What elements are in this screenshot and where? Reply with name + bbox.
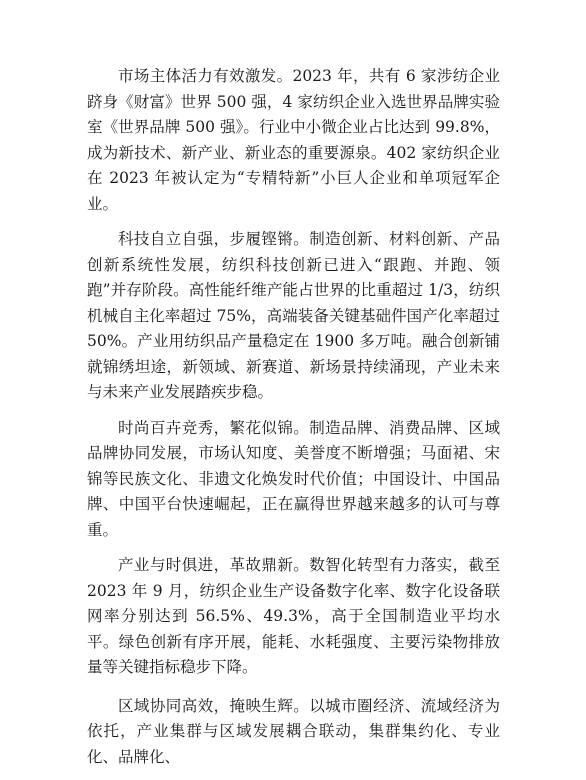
- paragraph-technology-innovation: 科技自立自强，步履铿锵。制造创新、材料创新、产品创新系统性发展，纺织科技创新已进入“跟跑、并跑、领跑”并存阶段。高性能纤维产能占世界的比重超过 1/3，纺织机械自主化率超过 75%，高端装备关键基础件国产化率超过 50%。产业用纺织品产量稳定在 1900 多万吨。融合创新铺就锦绣坦途，新领域、新赛道、新场景持续涌现，产业未来与未来产业发展踏疾步稳。: [87, 230, 500, 401]
- paragraph-industry-transformation: 产业与时俱进，革故鼎新。数智化转型有力落实，截至 2023 年 9 月，纺织企业生产设备数字化率、数字化设备联网率分别达到 56.5%、49.3%，高于全国制造业平均水平。绿色创新有序开展，能耗、水耗强度、主要污染物排放量等关键指标稳步下降。: [87, 556, 500, 676]
- document-body: [87, 64, 500, 780]
- paragraph-market-vitality: 市场主体活力有效激发。2023 年，共有 6 家涉纺企业跻身《财富》世界 500 强，4 家纺织企业入选世界品牌实验室《世界品牌 500 强》。行业中小微企业占比达到 99.8%，成为新技术、新产业、新业态的重要源泉。402 家纺织企业在 2023 年被认定为“专精特新”小巨人企业和单项冠军企业。: [87, 67, 500, 213]
- paragraph-fashion-brands: 时尚百卉竞秀，繁花似锦。制造品牌、消费品牌、区域品牌协同发展，市场认知度、美誉度不断增强；马面裙、宋锦等民族文化、非遗文化焕发时代价值；中国设计、中国品牌、中国平台快速崛起，正在赢得世界越来越多的认可与尊重。: [87, 418, 500, 539]
- paragraph-regional-coordination: 区域协同高效，掩映生辉。以城市圈经济、流域经济为依托，产业集群与区域发展耦合联动，集群集约化、专业化、品牌化、: [87, 696, 500, 766]
